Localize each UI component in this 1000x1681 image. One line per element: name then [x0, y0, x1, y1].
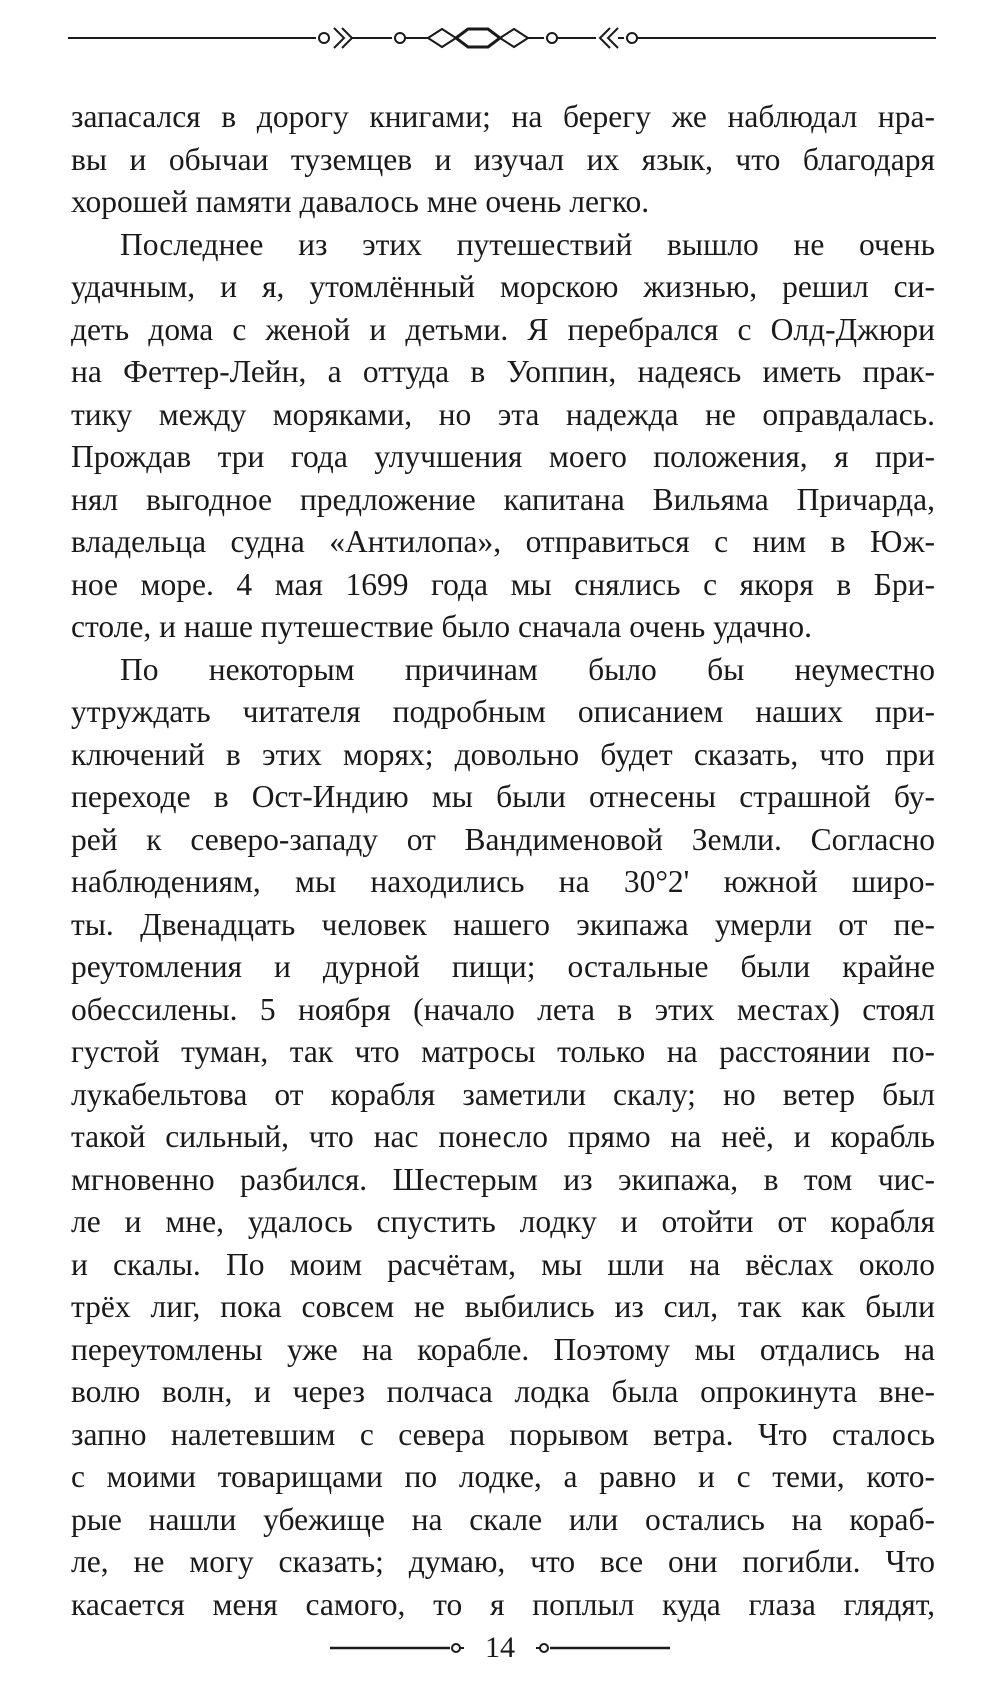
text-line: утруждать читателя подробным описанием наших при-	[71, 694, 935, 729]
text-line: деть дома с женой и детьми. Я перебрался с Олд-Джюри	[71, 311, 935, 347]
text-line: и скалы. По моим расчётам, мы шли на вёслах около	[71, 1246, 935, 1282]
text-line: реутомления и дурной пищи; остальные были крайне	[71, 949, 935, 984]
text-line: ключений в этих морях; довольно будет сказать, что при	[71, 736, 935, 772]
text-line: ле, не могу сказать; думаю, что все они погибли. Что	[71, 1544, 935, 1579]
text-line: тику между моряками, но эта надежда не оправдалась.	[71, 396, 935, 432]
text-line: волю волн, и через полчаса лодка была опрокинута вне-	[71, 1374, 935, 1409]
body-text	[71, 96, 935, 1626]
text-line: наблюдениям, мы находились на 30°2' южной широ-	[71, 864, 935, 899]
text-line: ное море. 4 мая 1699 года мы снялись с якоря в Бри-	[71, 566, 935, 602]
text-line: рей к северо-западу от Вандименовой Земли. Согласно	[71, 821, 935, 857]
page-number: 14	[485, 1631, 515, 1664]
text-line: запно налетевшим с севера порывом ветра. Что сталось	[71, 1416, 935, 1452]
header-ornament	[68, 20, 936, 56]
text-line: переходе в Ост-Индию мы были отнесены страшной бу-	[71, 779, 935, 814]
text-line: столе, и наше путешествие было сначала очень удачно.	[71, 609, 812, 644]
text-line: трёх лиг, пока совсем не выбились из сил, так как были	[71, 1289, 935, 1324]
page-footer	[300, 1628, 700, 1668]
text-line: такой сильный, что нас понесло прямо на неё, и корабль	[71, 1119, 935, 1154]
text-line: переутомлены уже на корабле. Поэтому мы отдались на	[71, 1331, 935, 1367]
text-line: мгновенно разбился. Шестерым из экипажа, в том чис-	[71, 1161, 935, 1197]
text-line: рые нашли убежище на скале или остались на кораб-	[71, 1501, 935, 1537]
text-line: ле и мне, удалось спустить лодку и отойти от корабля	[71, 1204, 935, 1239]
text-line: на Феттер-Лейн, а оттуда в Уоппин, надеясь иметь прак-	[71, 354, 935, 389]
text-line: хорошей памяти давалось мне очень легко.	[71, 184, 650, 219]
text-line: густой туман, так что матросы только на расстоянии по-	[71, 1034, 935, 1069]
text-line: с моими товарищами по лодке, а равно и с теми, кото-	[71, 1459, 935, 1494]
text-line: нял выгодное предложение капитана Вильяма Причарда,	[71, 481, 935, 517]
text-line: обессилены. 5 ноября (начало лета в этих местах) стоял	[71, 991, 935, 1027]
text-line: Последнее из этих путешествий вышло не очень	[120, 226, 935, 262]
text-line: запасался в дорогу книгами; на берегу же наблюдал нра-	[71, 99, 935, 134]
text-line: вы и обычаи туземцев и изучал их язык, что благодаря	[71, 141, 935, 177]
text-line: касается меня самого, то я поплыл куда глаза глядят,	[71, 1586, 935, 1622]
text-line: лукабельтова от корабля заметили скалу; но ветер был	[71, 1076, 935, 1112]
text-line: удачным, и я, утомлённый морскою жизнью, решил си-	[71, 269, 935, 304]
text-line: владельца судна «Антилопа», отправиться с ним в Юж-	[71, 524, 935, 559]
text-line: По некоторым причинам было бы неуместно	[120, 651, 935, 687]
text-line: ты. Двенадцать человек нашего экипажа умерли от пе-	[71, 906, 935, 942]
text-line: Прождав три года улучшения моего положения, я при-	[71, 439, 935, 474]
